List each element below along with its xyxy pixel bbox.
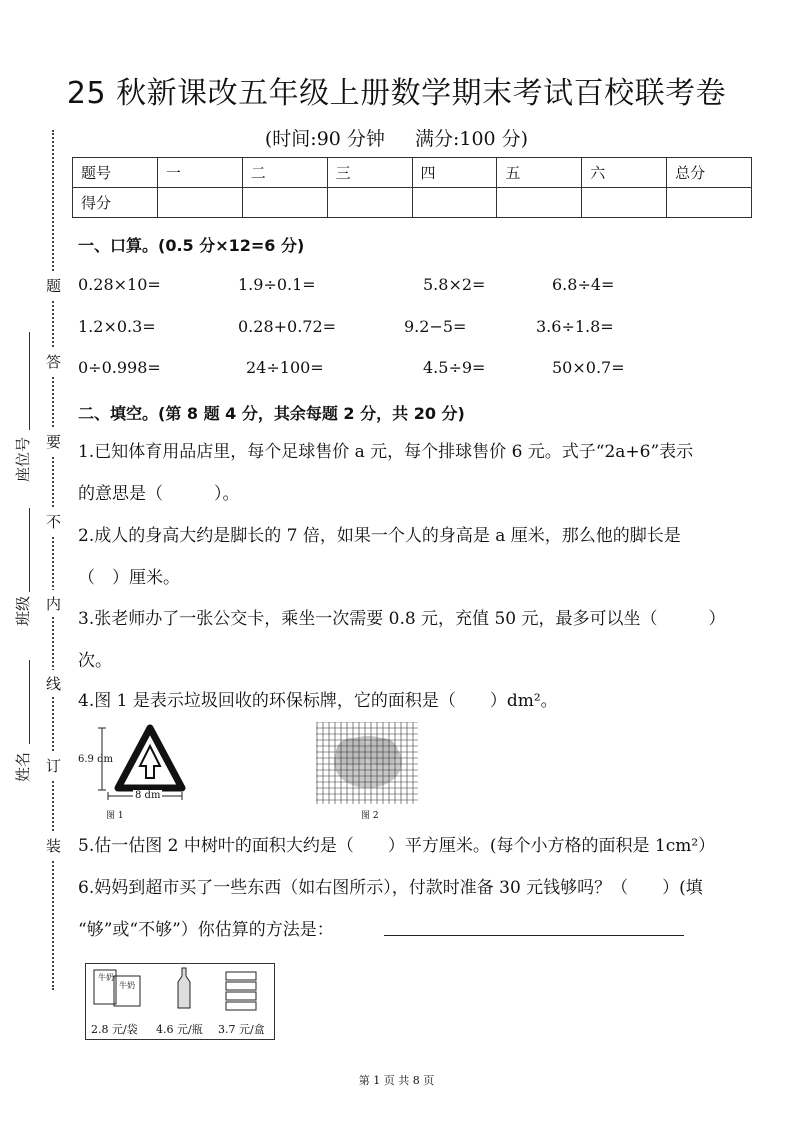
figure-1-height-label: 6.9 dm bbox=[78, 754, 113, 765]
oral-calc-item: 50×0.7= bbox=[552, 358, 625, 377]
oral-calc-item: 4.5÷9= bbox=[423, 358, 486, 377]
table-cell: 三 bbox=[327, 158, 412, 188]
section-2-title: 二、填空。(第 8 题 4 分，其余每题 2 分，共 20 分) bbox=[78, 404, 465, 423]
table-cell: 总分 bbox=[667, 158, 752, 188]
exam-info bbox=[0, 124, 793, 151]
question-2-line-2: （ ）厘米。 bbox=[78, 568, 180, 588]
name-label: 姓名 bbox=[14, 751, 32, 782]
score-table bbox=[72, 157, 752, 218]
oral-calc-item: 5.8×2= bbox=[423, 275, 486, 294]
price-label: 2.8 元/袋 bbox=[91, 1023, 138, 1036]
exam-time: (时间:90 分钟 bbox=[264, 128, 385, 150]
binding-char: 要 bbox=[46, 428, 61, 455]
name-blank[interactable] bbox=[29, 660, 30, 744]
table-cell[interactable] bbox=[157, 188, 242, 218]
table-cell: 题号 bbox=[73, 158, 158, 188]
oral-calc-item: 9.2−5= bbox=[404, 317, 467, 336]
page-title: 25 秋新课改五年级上册数学期末考试百校联考卷 bbox=[66, 76, 727, 111]
table-cell[interactable] bbox=[327, 188, 412, 218]
score-table-header-row bbox=[73, 158, 752, 188]
shopping-items-picture bbox=[85, 963, 275, 1040]
binding-char: 内 bbox=[46, 590, 61, 617]
question-6-line-2: “够”或“不够”）你估算的方法是： bbox=[78, 920, 334, 940]
price-label: 3.7 元/盒 bbox=[218, 1023, 265, 1036]
score-table-score-row bbox=[73, 188, 752, 218]
seat-number-blank[interactable] bbox=[29, 332, 30, 430]
table-cell: 得分 bbox=[73, 188, 158, 218]
oral-calc-item: 0.28×10= bbox=[78, 275, 161, 294]
table-cell[interactable] bbox=[667, 188, 752, 218]
oral-calc-item: 1.2×0.3= bbox=[78, 317, 156, 336]
table-cell[interactable] bbox=[582, 188, 667, 218]
oral-calc-item: 0÷0.998= bbox=[78, 358, 161, 377]
question-3-line-1: 3.张老师办了一张公交卡，乘坐一次需要 0.8 元，充值 50 元，最多可以坐（ ） bbox=[78, 609, 726, 629]
price-label: 4.6 元/瓶 bbox=[156, 1023, 203, 1036]
table-cell: 一 bbox=[157, 158, 242, 188]
question-5: 5.估一估图 2 中树叶的面积大约是（ ）平方厘米。(每个小方格的面积是 1cm²） bbox=[78, 836, 716, 856]
oral-calc-item: 24÷100= bbox=[246, 358, 324, 377]
figure-1-caption: 图 1 bbox=[106, 811, 124, 821]
milk-bag-label: 牛奶 bbox=[98, 973, 114, 982]
question-3-line-2: 次。 bbox=[78, 651, 112, 671]
table-cell: 六 bbox=[582, 158, 667, 188]
table-cell: 二 bbox=[242, 158, 327, 188]
table-cell[interactable] bbox=[242, 188, 327, 218]
recycle-sign-icon bbox=[78, 722, 193, 822]
table-cell: 四 bbox=[412, 158, 497, 188]
leaf-grid-icon bbox=[316, 722, 418, 804]
binding-dotted-line bbox=[52, 130, 54, 990]
seat-number-label: 座位号 bbox=[14, 436, 32, 482]
figure-2-caption: 图 2 bbox=[361, 811, 379, 821]
binding-char: 不 bbox=[46, 508, 61, 535]
class-label: 班级 bbox=[14, 595, 32, 626]
question-4: 4.图 1 是表示垃圾回收的环保标牌，它的面积是（ ）dm²。 bbox=[78, 691, 558, 711]
products-icon bbox=[86, 964, 274, 1016]
milk-bag-label: 牛奶 bbox=[119, 981, 135, 990]
question-6-line-1: 6.妈妈到超市买了一些东西（如右图所示），付款时准备 30 元钱够吗？（ ）(填 bbox=[78, 878, 703, 898]
page-footer: 第 1 页 共 8 页 bbox=[358, 1074, 435, 1087]
exam-full-score: 满分:100 分) bbox=[414, 128, 529, 150]
binding-char: 题 bbox=[46, 272, 61, 299]
binding-char: 线 bbox=[46, 670, 61, 697]
answer-blank-line[interactable] bbox=[384, 935, 684, 936]
question-1-line-2: 的意思是（ ）。 bbox=[78, 484, 240, 504]
figure-1-width-label: 8 dm bbox=[135, 790, 161, 801]
binding-char: 答 bbox=[46, 348, 61, 375]
binding-char: 订 bbox=[46, 752, 61, 779]
binding-char: 装 bbox=[46, 832, 61, 859]
oral-calc-item: 1.9÷0.1= bbox=[238, 275, 316, 294]
oral-calc-item: 6.8÷4= bbox=[552, 275, 615, 294]
table-cell[interactable] bbox=[412, 188, 497, 218]
oral-calc-item: 3.6÷1.8= bbox=[536, 317, 614, 336]
figure-2-leaf-grid bbox=[316, 722, 418, 804]
question-2-line-1: 2.成人的身高大约是脚长的 7 倍，如果一个人的身高是 a 厘米，那么他的脚长是 bbox=[78, 526, 681, 546]
class-blank[interactable] bbox=[29, 508, 30, 592]
table-cell: 五 bbox=[497, 158, 582, 188]
figure-1 bbox=[78, 722, 193, 822]
oral-calc-item: 0.28+0.72= bbox=[238, 317, 337, 336]
question-1-line-1: 1.已知体育用品店里，每个足球售价 a 元，每个排球售价 6 元。式子“2a+6”表示 bbox=[78, 442, 694, 462]
table-cell[interactable] bbox=[497, 188, 582, 218]
section-1-title: 一、口算。(0.5 分×12=6 分) bbox=[78, 236, 305, 255]
